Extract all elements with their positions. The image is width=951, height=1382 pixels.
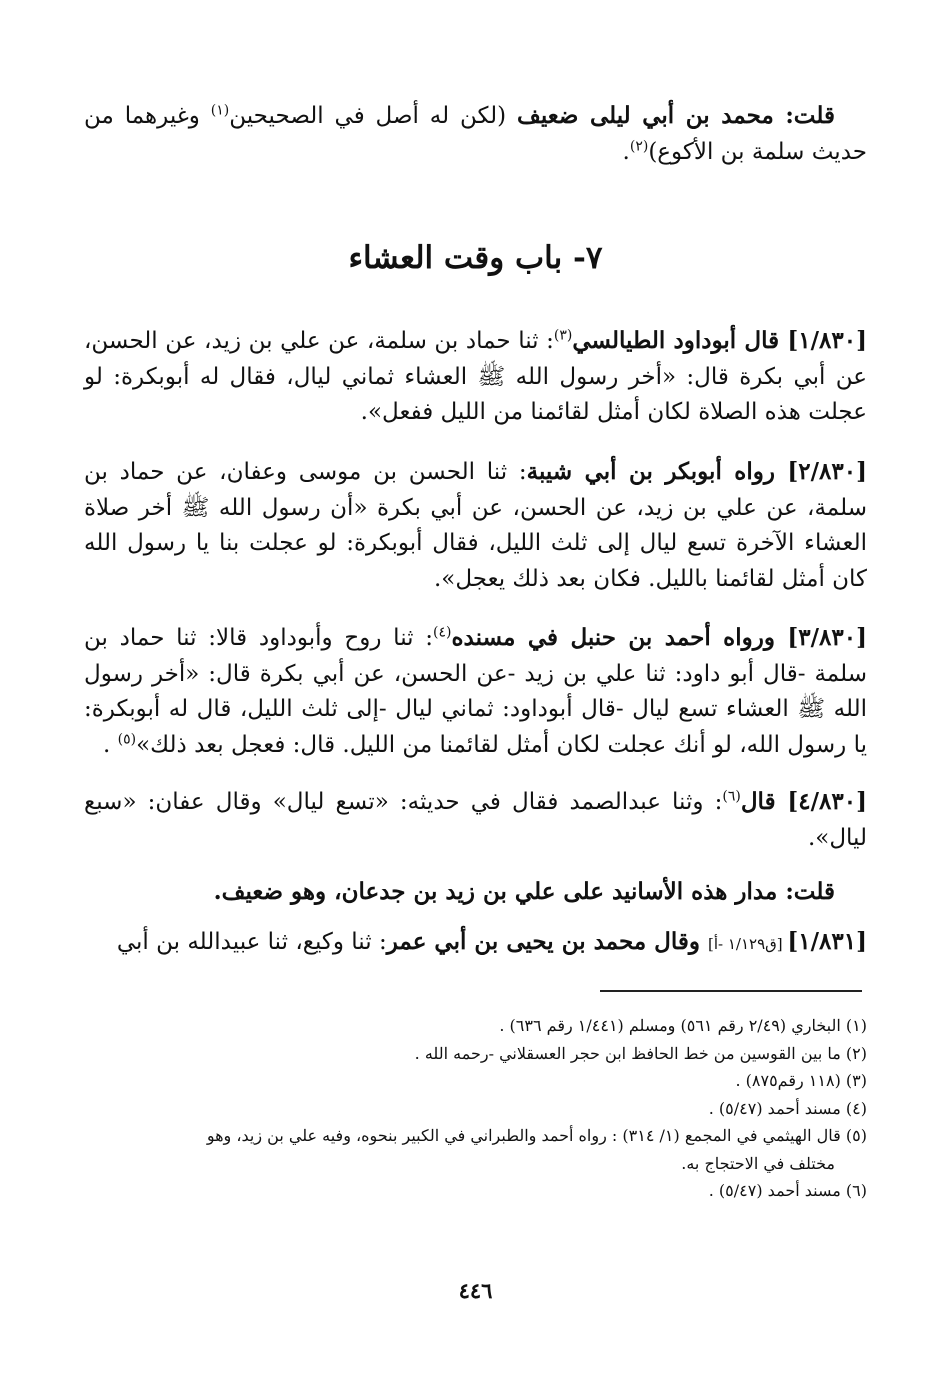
footnote-marker: (٦)	[722, 788, 741, 805]
hadith-lead: قال أبوداود الطيالسي	[572, 327, 788, 354]
footnote-number: (٤)	[845, 1098, 867, 1118]
footnote-marker: (٤)	[433, 624, 452, 641]
footnote-marker: (٣)	[553, 327, 573, 344]
footnote-continuation: مختلف في الاحتجاج به.	[681, 1153, 835, 1173]
hadith-body: : ثنا الحسن بن موسى وعفان، عن حماد بن سلمة، عن علي بن زيد، عن الحسن، عن أبي بكرة «أن رسول الله ﷺ أخر صلاة العشاء الآخرة تسع ليال إلى ثلث الليل، فقال أبوبكرة: لو عجلت بنا يا رسول الله كان أمثل لقائمنا بالليل. فكان بعد ذلك يعجل».	[84, 459, 867, 592]
hadith-ref: [١/٨٣٠]	[787, 327, 867, 354]
manuscript-ref: [ق١/١٢٩ -أ]	[707, 935, 788, 953]
footnote-item	[84, 1067, 867, 1095]
hadith-body: : وثنا عبدالصمد فقال في حديثه: «تسع ليال» وقال عفان: «سبع ليال».	[84, 789, 867, 851]
hadith-paragraph	[84, 323, 867, 431]
footnote-item	[84, 1177, 867, 1205]
footnote-text: مسند أحمد (٥/٤٧) .	[708, 1181, 841, 1201]
page-number: ٤٤٦	[458, 1278, 493, 1303]
hadith-ref: [١/٨٣١]	[787, 928, 867, 955]
hadith-paragraph	[84, 784, 867, 856]
footnote-text: البخاري (٢/٤٩ رقم ٥٦١) ومسلم (١/٤٤١ رقم ٦٣٦) .	[499, 1016, 841, 1035]
section-heading: ٧- باب وقت العشاء	[348, 240, 603, 276]
footnote-marker: (٥)	[117, 731, 137, 748]
hadith-lead: وقال محمد بن يحيى بن أبي عمر	[386, 928, 708, 955]
hadith-tail: .	[102, 731, 118, 758]
footnote-number: (٣)	[845, 1071, 867, 1091]
hadith-ref: [٢/٨٣٠]	[787, 458, 867, 485]
footnote-divider	[600, 990, 862, 992]
footnote-item	[84, 1122, 867, 1177]
footnote-number: (١)	[845, 1016, 867, 1035]
hadith-paragraph-partial	[84, 924, 867, 961]
intro-text: وغيرهما من حديث سلمة بن الأكوع)	[84, 103, 867, 165]
intro-text: (لكن له أصل في الصحيحين	[229, 103, 518, 129]
hadith-ref: [٤/٨٣٠]	[787, 788, 867, 815]
footnote-text: ما بين القوسين من خط الحافظ ابن حجر العسقلاني -رحمه الله .	[414, 1043, 841, 1063]
intro-lead: قلت: محمد بن أبي ليلى ضعيف	[517, 102, 836, 129]
hadith-body: : ثنا وكيع، ثنا عبيدالله بن أبي	[116, 929, 387, 955]
footnote-text: مسند أحمد (٥/٤٧) .	[708, 1098, 841, 1118]
hadith-ref: [٣/٨٣٠]	[787, 624, 867, 651]
footnotes-list	[84, 1012, 867, 1205]
footnote-text: قال الهيثمي في المجمع (١/ ٣١٤) : رواه أحمد والطبراني في الكبير بنحوه، وفيه علي بن زيد، وهو	[206, 1126, 841, 1146]
hadith-paragraph	[84, 620, 867, 764]
hadith-body: : ثنا روح وأبوداود قالا: ثنا حماد بن سلمة -قال أبو داود: ثنا علي بن زيد -عن الحسن، عن أبي بكرة قال: «أخر رسول الله ﷺ العشاء تسع ليال -قال أبوداود: ثماني ليال -إلى ثلث الليل، قال له أبوبكرة: يا رسول الله، لو أنك عجلت لكان أمثل لقائمنا من الليل. قال: فعجل بعد ذلك»	[84, 625, 867, 758]
intro-paragraph	[84, 98, 867, 170]
hadith-lead: ورواه أحمد بن حنبل في مسنده	[451, 624, 788, 651]
footnote-number: (٦)	[845, 1181, 867, 1201]
hadith-body: : ثنا حماد بن سلمة، عن علي بن زيد، عن الحسن، عن أبي بكرة قال: «أخر رسول الله ﷺ العشاء ثماني ليال، فقال له أبوبكرة: لو عجلت هذه الصلاة لكان أمثل لقائمنا من الليل ففعل».	[84, 328, 867, 426]
intro-text: .	[622, 138, 630, 165]
footnote-marker: (٢)	[629, 137, 649, 154]
footnote-number: (٢)	[845, 1043, 867, 1063]
hadith-lead: قال	[740, 788, 788, 815]
footnote-marker: (١)	[210, 102, 230, 119]
footnote-item	[84, 1040, 867, 1068]
footnote-text: (١١٨ رقم٨٧٥) .	[735, 1071, 841, 1091]
footnote-number: (٥)	[845, 1126, 867, 1146]
conclusion-paragraph: قلت: مدار هذه الأسانيد على علي بن زيد بن جدعان، وهو ضعيف.	[213, 878, 835, 905]
footnote-item	[84, 1095, 867, 1123]
footnote-item	[84, 1012, 867, 1040]
hadith-paragraph	[84, 454, 867, 598]
hadith-lead: رواه أبوبكر بن أبي شيبة	[526, 458, 788, 485]
